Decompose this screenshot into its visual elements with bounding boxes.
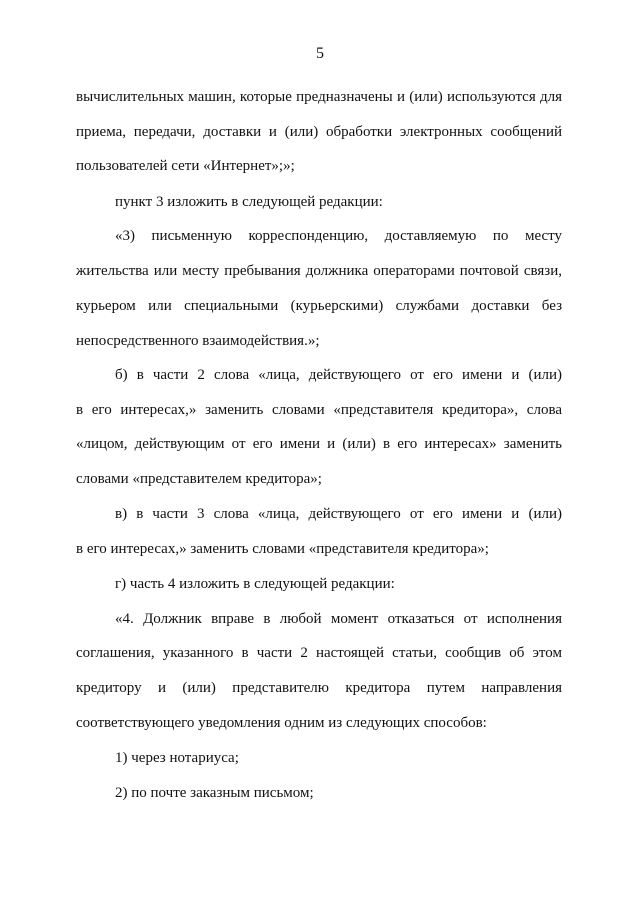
text-line: словами «представителем кредитора»; xyxy=(76,471,322,487)
text-line: «4. Должник вправе в любой момент отказаться от исполнения xyxy=(115,611,562,627)
text-line: вычислительных машин, которые предназначены и (или) используются для xyxy=(76,89,562,105)
text-line: пользователей сети «Интернет»;»; xyxy=(76,158,295,174)
text-line: г) часть 4 изложить в следующей редакции: xyxy=(115,576,395,592)
text-line: соответствующего уведомления одним из следующих способов: xyxy=(76,715,487,731)
text-line: курьером или специальными (курьерскими) службами доставки без xyxy=(76,298,562,314)
text-line: 2) по почте заказным письмом; xyxy=(115,785,314,801)
text-line: в его интересах,» заменить словами «представителя кредитора»; xyxy=(76,541,489,557)
page-number: 5 xyxy=(316,45,324,62)
text-line: пункт 3 изложить в следующей редакции: xyxy=(115,194,383,210)
text-line: 1) через нотариуса; xyxy=(115,750,239,766)
text-line: кредитору и (или) представителю кредитора путем направления xyxy=(76,680,562,696)
text-line: «лицом, действующим от его имени и (или) в его интересах» заменить xyxy=(76,436,562,452)
text-line: соглашения, указанного в части 2 настоящей статьи, сообщив об этом xyxy=(76,645,562,661)
text-line: б) в части 2 слова «лица, действующего от его имени и (или) xyxy=(115,367,562,383)
text-line: непосредственного взаимодействия.»; xyxy=(76,333,320,349)
text-line: в) в части 3 слова «лица, действующего от его имени и (или) xyxy=(115,506,562,522)
text-line: приема, передачи, доставки и (или) обработки электронных сообщений xyxy=(76,124,562,140)
text-line: жительства или месту пребывания должника операторами почтовой связи, xyxy=(76,263,562,279)
text-line: «3) письменную корреспонденцию, доставляемую по месту xyxy=(115,228,562,244)
text-line: в его интересах,» заменить словами «представителя кредитора», слова xyxy=(76,402,562,418)
